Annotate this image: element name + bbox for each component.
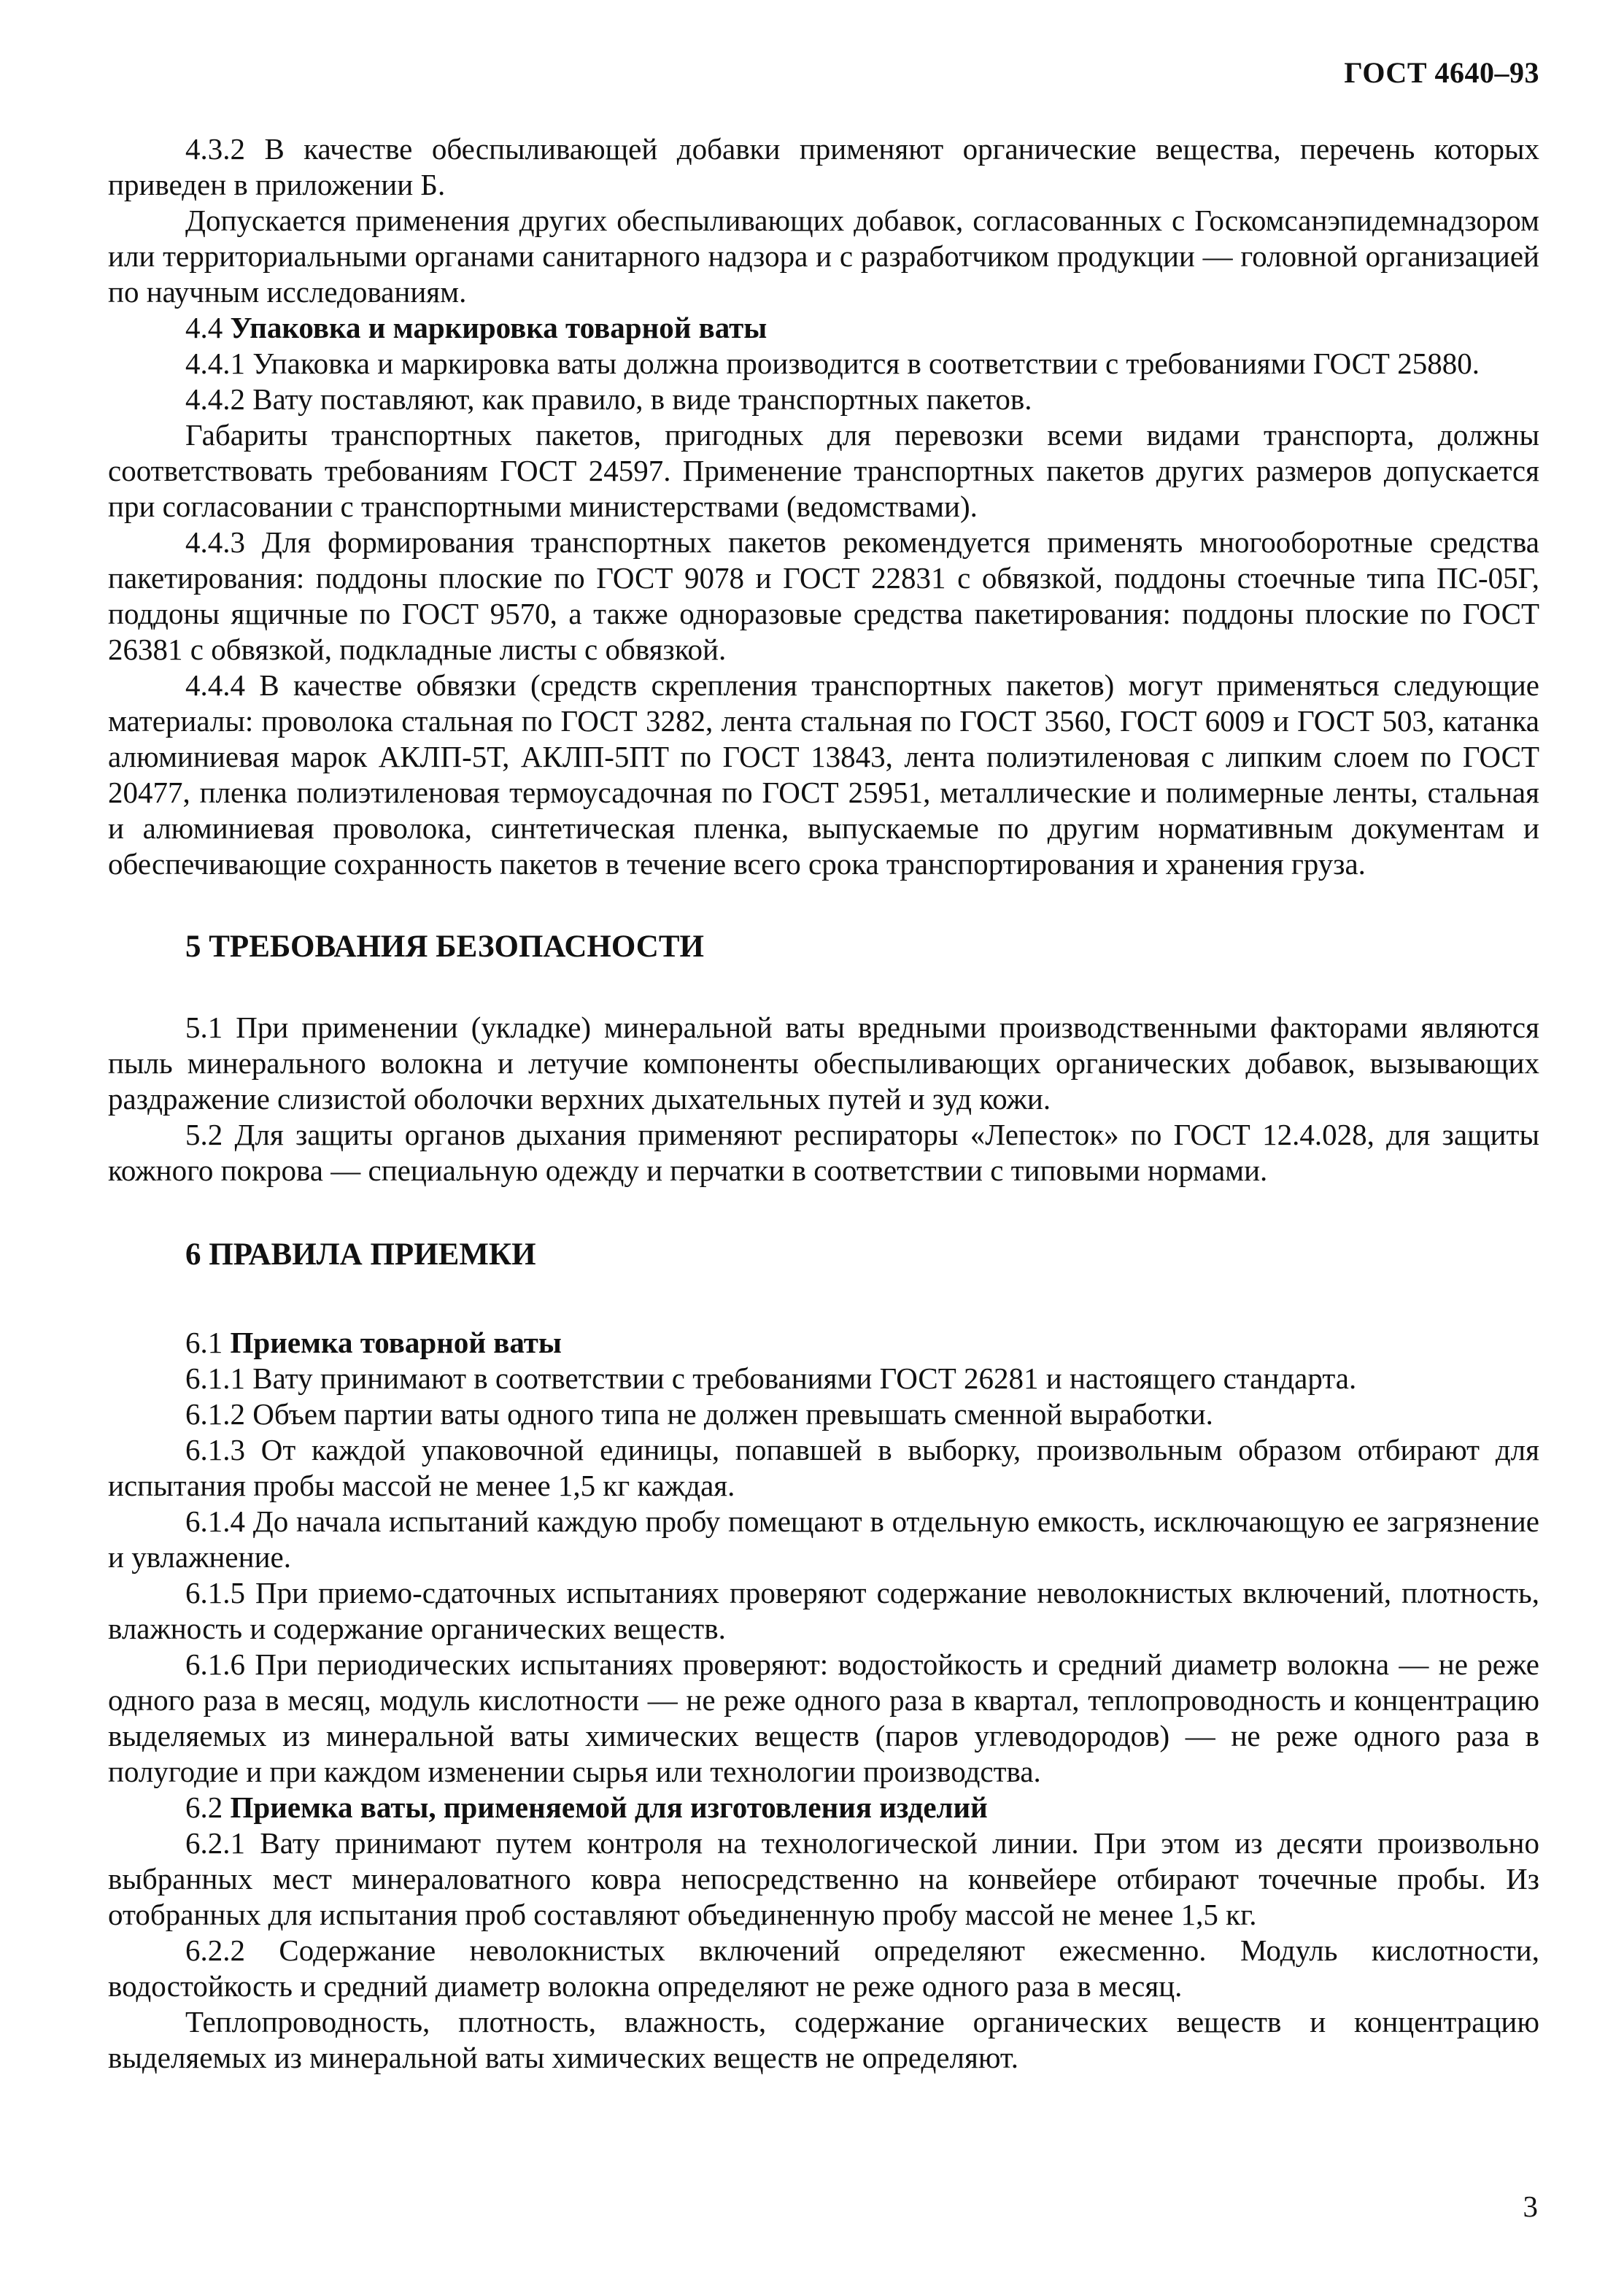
paragraph-6-1-4: 6.1.4 До начала испытаний каждую пробу помещают в отдельную емкость, исключающую ее загрязнение и увлажнение.: [108, 1504, 1539, 1574]
paragraph-4-4-1: 4.4.1 Упаковка и маркировка ваты должна производится в соответствии с требованиями ГОСТ 25880.: [185, 347, 1480, 380]
paragraph-4-3-2: 4.3.2 В качестве обеспыливающей добавки применяют органические вещества, перечень которых приведен в приложении Б.: [108, 132, 1539, 201]
subsection-6-1-heading: [108, 1325, 1539, 1361]
page-number: 3: [1523, 2190, 1538, 2223]
paragraph-6-1-3: 6.1.3 От каждой упаковочной единицы, попавшей в выборку, произвольным образом отбирают для испытания пробы массой не менее 1,5 кг каждая.: [108, 1433, 1539, 1502]
document-body: [108, 131, 1539, 2076]
paragraph-6-2-2-b: Теплопроводность, плотность, влажность, содержание органических веществ и концентрацию выделяемых из минеральной ваты химических веществ не определяют.: [108, 2005, 1539, 2074]
subsection-number: 6.1: [185, 1326, 223, 1359]
section-5-heading: 5 ТРЕБОВАНИЯ БЕЗОПАСНОСТИ: [185, 930, 704, 964]
page-header: ГОСТ 4640–93: [1344, 56, 1539, 89]
paragraph-6-1-2: 6.1.2 Объем партии ваты одного типа не должен превышать сменной выработки.: [185, 1397, 1213, 1431]
paragraph-4-4-3: 4.4.3 Для формирования транспортных пакетов рекомендуется применять многооборотные средства пакетирования: поддоны плоские по ГОСТ 9078 и ГОСТ 22831 с обвязкой, поддоны стоечные типа ПС-05Г, поддоны ящичные по ГОСТ 9570, а также одноразовые средства пакетирования: поддоны плоские по ГОСТ 26381 с обвязкой, подкладные листы с обвязкой.: [108, 525, 1539, 666]
paragraph-6-1-1: 6.1.1 Вату принимают в соответствии с требованиями ГОСТ 26281 и настоящего стандарта.: [185, 1361, 1357, 1395]
paragraph-6-2-1: 6.2.1 Вату принимают путем контроля на технологической линии. При этом из десяти произвольно выбранных мест минераловатного ковра непосредственно на конвейере отбирают точечные пробы. Из отобранных для испытания проб составляют объединенную пробу массой не менее 1,5 кг.: [108, 1826, 1539, 1931]
paragraph-4-4-2-b: Габариты транспортных пакетов, пригодных для перевозки всеми видами транспорта, должны соответствовать требованиям ГОСТ 24597. Применение транспортных пакетов других размеров допускается при согласовании с транспортными министерствами (ведомствами).: [108, 418, 1539, 523]
subsection-number: 6.2: [185, 1790, 223, 1824]
paragraph-4-4-4: 4.4.4 В качестве обвязки (средств скрепления транспортных пакетов) могут применяться следующие материалы: проволока стальная по ГОСТ 3282, лента стальная по ГОСТ 3560, ГОСТ 6009 и ГОСТ 503, катанка алюминиевая марок АКЛП-5Т, АКЛП-5ПТ по ГОСТ 13843, лента полиэтиленовая с липким слоем по ГОСТ 20477, пленка полиэтиленовая термоусадочная по ГОСТ 25951, металлические и полимерные ленты, стальная и алюминиевая проволока, синтетическая пленка, выпускаемые по другим нормативным документам и обеспечивающие сохранность пакетов в течение всего срока транспортирования и хранения груза.: [108, 668, 1539, 881]
subsection-6-2-heading: [108, 1790, 1539, 1825]
subsection-4-4-heading: [108, 310, 1539, 346]
paragraph-6-1-5: 6.1.5 При приемо-сдаточных испытаниях проверяют содержание неволокнистых включений, плотность, влажность и содержание органических веществ.: [108, 1576, 1539, 1645]
paragraph-6-2-2: 6.2.2 Содержание неволокнистых включений определяют ежесменно. Модуль кислотности, водостойкость и средний диаметр волокна определяют не реже одного раза в месяц.: [108, 1933, 1539, 2003]
paragraph-5-1: 5.1 При применении (укладке) минеральной ваты вредными производственными факторами являются пыль минерального волокна и летучие компоненты обеспыливающих органических добавок, вызывающих раздражение слизистой оболочки верхних дыхательных путей и зуд кожи.: [108, 1011, 1539, 1116]
subsection-title: Упаковка и маркировка товарной ваты: [230, 311, 767, 344]
subsection-number: 4.4: [185, 311, 223, 344]
subsection-title: Приемка товарной ваты: [230, 1326, 562, 1359]
paragraph-4-4-2: 4.4.2 Вату поставляют, как правило, в виде транспортных пакетов.: [185, 382, 1032, 416]
paragraph-4-3-2-b: Допускается применения других обеспыливающих добавок, согласованных с Госкомсанэпидемнадзором или территориальными органами санитарного надзора и с разработчиком продукции — головной организацией по научным исследованиям.: [108, 204, 1539, 309]
paragraph-5-2: 5.2 Для защиты органов дыхания применяют респираторы «Лепесток» по ГОСТ 12.4.028, для защиты кожного покрова — специальную одежду и перчатки в соответствии с типовыми нормами.: [108, 1118, 1539, 1187]
paragraph-6-1-6: 6.1.6 При периодических испытаниях проверяют: водостойкость и средний диаметр волокна — не реже одного раза в месяц, модуль кислотности — не реже одного раза в квартал, теплопроводность и концентрацию выделяемых из минеральной ваты химических веществ (паров углеводородов) — не реже одного раза в полугодие и при каждом изменении сырья или технологии производства.: [108, 1647, 1539, 1788]
subsection-title: Приемка ваты, применяемой для изготовления изделий: [230, 1790, 988, 1824]
section-6-heading: 6 ПРАВИЛА ПРИЕМКИ: [185, 1237, 536, 1272]
